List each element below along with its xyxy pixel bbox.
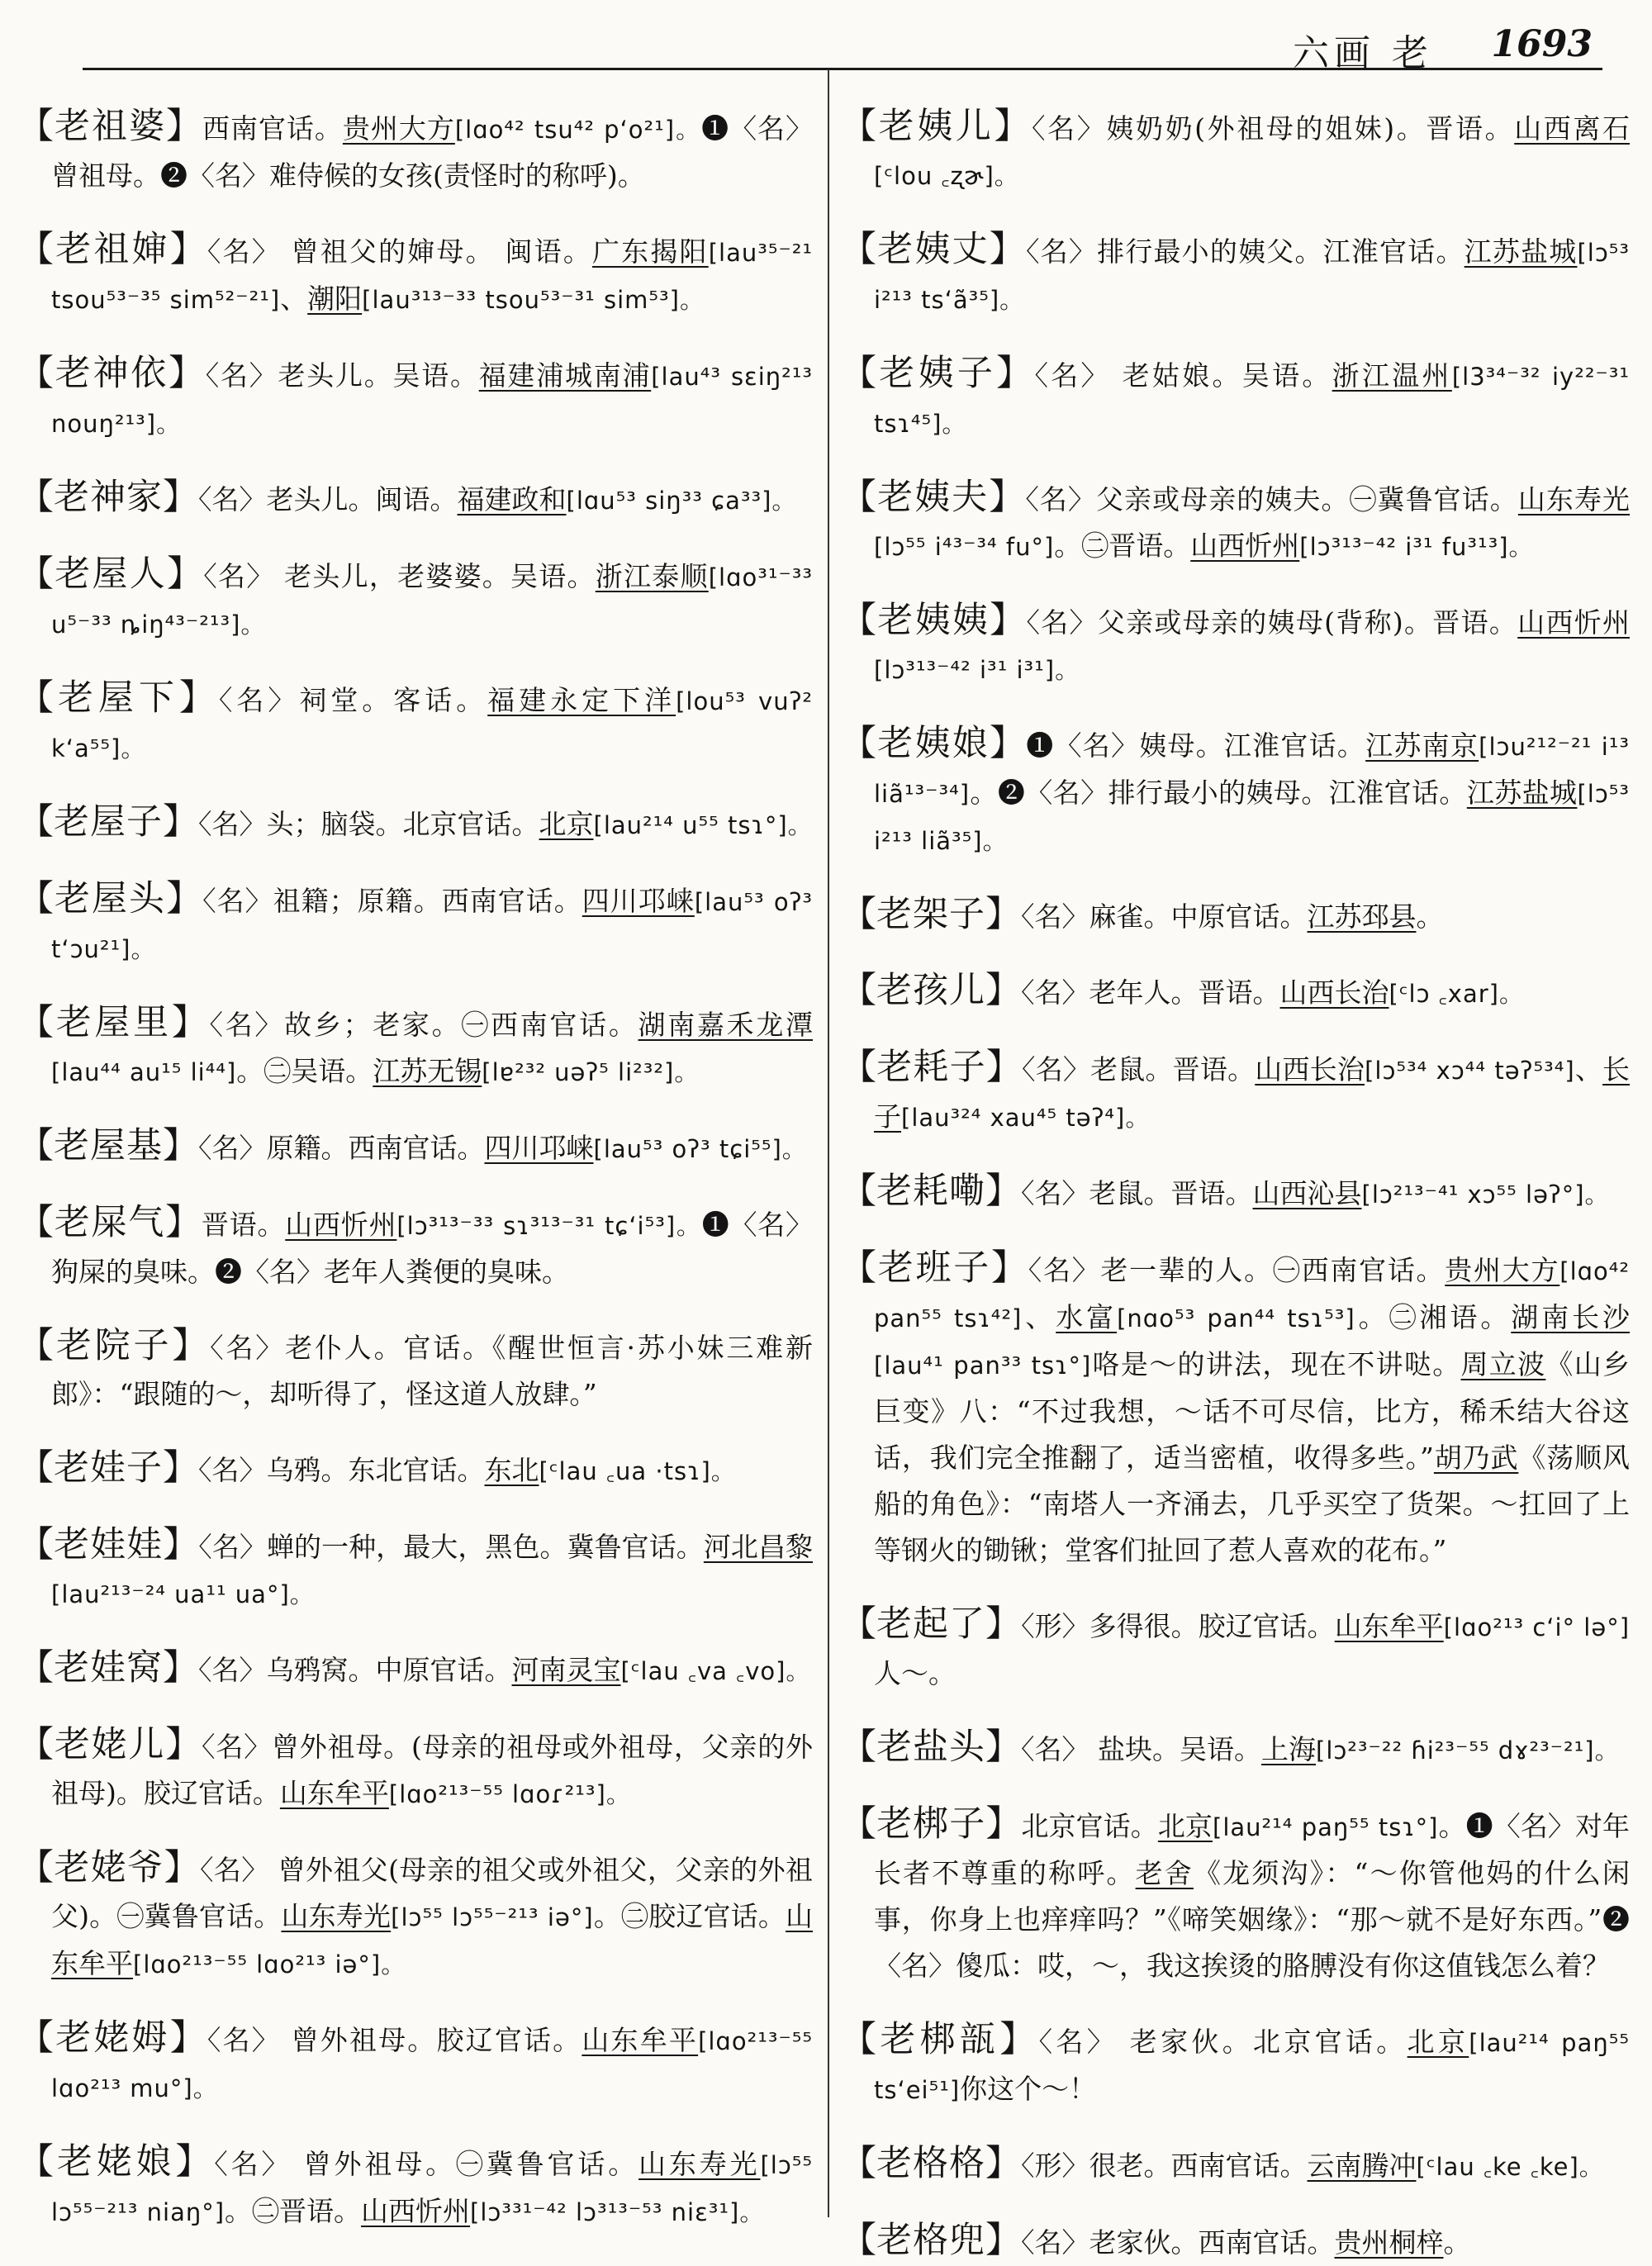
headword-bracket-close: 】: [169, 2017, 207, 2059]
definition-text: 〈名〉 老家伙。北京官话。: [1038, 2026, 1408, 2058]
headword-bracket-open: 【: [841, 1247, 878, 1289]
pronunciation: [lau²¹⁴ paŋ⁵⁵ tsɿ°]: [1213, 1813, 1439, 1841]
place-name: 山西长治: [1255, 1053, 1365, 1085]
headword-bracket-close: 】: [165, 1202, 202, 1243]
headword-bracket-open: 【: [841, 2143, 876, 2184]
place-name: 东北: [484, 1454, 539, 1486]
headword-bracket-open: 【: [841, 970, 876, 1011]
headword-bracket-open: 【: [18, 1325, 56, 1366]
place-name: 北京: [539, 808, 594, 840]
definition-text: 人～。: [874, 1657, 956, 1689]
place-name: 周立波: [1460, 1348, 1546, 1380]
headword-bracket-open: 【: [841, 1171, 876, 1212]
dictionary-entry: [841, 1724, 1630, 1774]
definition-text: 〈名〉 曾外祖母。㊀冀鲁官话。: [214, 2148, 639, 2180]
dictionary-entry: [18, 1722, 813, 1817]
place-name: 广东揭阳: [592, 235, 709, 268]
pronunciation: [lau²¹⁴ paŋ⁵⁵ ts‘ei⁵¹]: [874, 2029, 1630, 2104]
headword-bracket-open: 【: [841, 353, 880, 394]
definition-text: 北京官话。: [1021, 1810, 1158, 1842]
place-name: 北京: [1407, 2026, 1469, 2058]
dictionary-entry: [18, 1123, 813, 1172]
column-divider: [828, 69, 829, 2217]
pronunciation: [lɔ³³¹⁻⁴² lɔ³¹³⁻⁵³ niɛ³¹]。: [470, 2198, 765, 2226]
definition-text: 〈名〉 盐块。吴语。: [1021, 1733, 1261, 1765]
pronunciation: [lau³⁵⁻²¹ tsou⁵³⁻³⁵ sim⁵²⁻²¹]: [51, 239, 814, 314]
left-column: [18, 76, 814, 2227]
headword-bracket-open: 【: [841, 1803, 877, 1845]
definition-text: 晋语。: [201, 1209, 286, 1241]
definition-text: 〈名〉父亲或母亲的姨母(背称)。晋语。: [1026, 606, 1518, 639]
headword-bracket-open: 【: [18, 1002, 56, 1043]
dictionary-entry: [18, 675, 813, 772]
dictionary-entry: [18, 350, 813, 447]
place-name: 江苏无锡: [373, 1055, 482, 1087]
place-name: 水富: [1056, 1301, 1118, 1333]
headword: 老梆子: [876, 1803, 986, 1845]
definition-text: ❶〈名〉曾祖母。❷〈名〉难侍候的女孩(责怪时的称呼)。: [51, 112, 814, 192]
place-name: 江苏盐城: [1466, 777, 1578, 809]
headword-bracket-open: 【: [18, 801, 54, 843]
definition-text: 。㊁晋语。: [225, 2195, 362, 2227]
page-number: 1693: [1491, 23, 1593, 65]
headword-bracket-close: 】: [163, 1125, 198, 1166]
headword: 老祖婶: [55, 229, 170, 270]
pronunciation: [lɔ⁵³ i²¹³ liã³⁵]。: [874, 780, 1631, 855]
headword-bracket-open: 【: [18, 1524, 55, 1565]
definition-text: 〈形〉很老。西南官话。: [1021, 2150, 1308, 2182]
headword: 老班子: [877, 1247, 991, 1289]
place-name: 山东牟平: [51, 1900, 814, 1979]
definition-text: 〈名〉老年人。晋语。: [1021, 976, 1280, 1009]
place-name: 江苏盐城: [1464, 235, 1578, 268]
dictionary-entry: [18, 799, 813, 848]
headword-bracket-close: 】: [985, 1727, 1021, 1768]
headword-bracket-open: 【: [841, 106, 879, 147]
definition-text: 〈名〉姨奶奶(外祖母的姐妹)。晋语。: [1032, 112, 1515, 145]
place-name: 云南腾冲: [1307, 2150, 1417, 2182]
definition-text: 咯是～的讲法，现在不讲哒。: [1091, 1348, 1461, 1380]
place-name: 贵州大方: [342, 112, 455, 145]
pronunciation: [l3³⁴⁻³² iy²²⁻³¹ tsɿ⁴⁵]。: [874, 363, 1631, 438]
place-name: 浙江温州: [1332, 359, 1452, 392]
headword-bracket-close: 】: [989, 723, 1027, 764]
headword-bracket-close: 】: [985, 1047, 1022, 1088]
dictionary-entry: [841, 1044, 1630, 1141]
headword-bracket-close: 】: [165, 1724, 202, 1765]
definition-text: 〈名〉 曾外祖母。胶辽官话。: [206, 2024, 582, 2056]
place-name: 山东牟平: [582, 2024, 699, 2056]
headword-bracket-close: 】: [985, 1603, 1022, 1645]
definition-text: 〈名〉 老头儿，老婆婆。吴语。: [203, 560, 596, 592]
headword: 老屎气: [54, 1202, 166, 1243]
pronunciation: [lɔ²³⁻²² ɦi²³⁻⁵⁵ dɤ²³⁻²¹]。: [1316, 1736, 1620, 1765]
headword: 老姥儿: [54, 1724, 166, 1765]
headword-bracket-open: 【: [841, 600, 878, 641]
definition-text: 〈名〉原籍。西南官话。: [198, 1132, 485, 1164]
headword: 老姨娘: [877, 723, 990, 764]
headword-bracket-close: 】: [996, 353, 1035, 394]
headword-bracket-open: 【: [841, 229, 878, 270]
place-name: 福建永定下洋: [487, 684, 676, 716]
headword-bracket-close: 】: [171, 1002, 210, 1043]
pronunciation: [lɔ³¹³⁻⁴² i³¹ fu³¹³]。: [1299, 533, 1534, 561]
definition-text: 〈名〉麻雀。中原官话。: [1021, 900, 1308, 933]
headword: 老姥娘: [56, 2141, 176, 2183]
headword-bracket-close: 】: [985, 970, 1021, 1011]
definition-text: 、: [280, 283, 308, 315]
pronunciation: [lɑo⁴² tsu⁴² p‘o²¹]。: [454, 116, 702, 144]
headword-bracket-close: 】: [990, 600, 1027, 641]
dictionary-entry: [841, 720, 1630, 864]
place-name: 贵州大方: [1445, 1254, 1560, 1286]
dictionary-entry: [18, 226, 813, 323]
pronunciation: [lɑo⁴² pan⁵⁵ tsɿ⁴²]: [874, 1257, 1631, 1333]
headword: 老屋头: [55, 878, 167, 919]
pronunciation: [lau⁵³ oʔ³ tɕi⁵⁵]。: [593, 1135, 807, 1163]
headword: 老耗嘞: [876, 1171, 985, 1212]
definition-text: 你这个～！: [960, 2073, 1097, 2105]
definition-text: 〈名〉老仆人。官话。《醒世恒言·苏小妹三难新郎》：“跟随的～，却听得了，怪这道人放肆。”: [51, 1332, 813, 1410]
definition-text: 《山乡巨变》八：“不过我想，～话不可尽信，比方，稀禾结大谷这话，我们完全推翻了，适当密植，收得多些。”: [874, 1348, 1631, 1474]
definition-text: 〈名〉 老姑娘。吴语。: [1034, 359, 1332, 392]
dictionary-entry: [18, 2139, 813, 2235]
pronunciation: [lɔ⁵³ i²¹³ ts‘ã³⁵]。: [874, 239, 1631, 314]
headword-bracket-close: 】: [166, 553, 204, 595]
place-name: 山东寿光: [638, 2148, 761, 2180]
dictionary-entry: [841, 891, 1630, 940]
headword-bracket-close: 】: [990, 1247, 1028, 1289]
headword-bracket-close: 】: [165, 106, 202, 147]
headword: 老梆瓿: [880, 2019, 1000, 2060]
place-name: 山东寿光: [281, 1900, 392, 1932]
definition-text: 〈名〉老一辈的人。㊀西南官话。: [1028, 1254, 1446, 1286]
place-name: 潮阳: [307, 283, 363, 315]
headword-bracket-open: 【: [18, 553, 55, 595]
definition-text: 〈名〉老头儿。吴语。: [205, 359, 479, 392]
headword: 老起了: [876, 1603, 986, 1645]
definition-text: 〈名〉曾外祖母。(母亲的祖母或外祖母，父亲的外祖母)。胶辽官话。: [51, 1731, 814, 1809]
pronunciation: [lɔu²¹²⁻²¹ i¹³ liã¹³⁻³⁴]: [874, 733, 1631, 808]
definition-text: 〈名〉蝉的一种，最大，黑色。冀鲁官话。: [198, 1531, 704, 1563]
place-name: 山西忻州: [361, 2195, 471, 2227]
definition-text: 〈名〉祠堂。客话。: [218, 684, 488, 716]
definition-text: 。❷〈名〉排行最小的姨母。江淮官话。: [970, 777, 1467, 809]
pronunciation: [ᶜlau ꜀ua ·tsɿ]。: [539, 1457, 736, 1485]
place-name: 老舍: [1135, 1857, 1194, 1889]
definition-text: 〈名〉 曾祖父的婶母。 闽语。: [206, 235, 592, 268]
dictionary-entry: [841, 1601, 1630, 1697]
place-name: 贵州桐梓: [1334, 2226, 1444, 2259]
pronunciation: [lau²¹³⁻²⁴ ua¹¹ ua°]。: [51, 1580, 315, 1608]
place-name: 北京: [1157, 1810, 1213, 1842]
headword-bracket-open: 【: [841, 1047, 877, 1088]
headword-bracket-close: 】: [163, 477, 198, 518]
definition-text: 。㊁胶辽官话。: [593, 1900, 786, 1932]
pronunciation: [lɔ³¹³⁻⁴² i³¹ i³¹]。: [874, 656, 1080, 684]
dictionary-entry: [18, 103, 813, 199]
headword-bracket-open: 【: [18, 1724, 55, 1765]
pronunciation: [lɑo²¹³⁻⁵⁵ lɑoɾ²¹³]。: [388, 1780, 631, 1808]
pronunciation: [nɑo⁵³ pan⁴⁴ tsɿ⁵³]: [1117, 1304, 1355, 1333]
headword-bracket-close: 】: [999, 2019, 1039, 2060]
headword-bracket-close: 】: [989, 477, 1026, 518]
pronunciation: [lɔ⁵⁵ lɔ⁵⁵⁻²¹³ niaŋ°]: [51, 2151, 814, 2226]
right-column: [841, 76, 1631, 2261]
dictionary-entry: [18, 474, 813, 524]
dictionary-entry: [18, 1645, 813, 1694]
headword-bracket-open: 【: [18, 477, 54, 518]
section-heading: 六画 老: [1293, 32, 1433, 74]
place-name: 山西忻州: [285, 1209, 397, 1241]
pronunciation: [lau⁴⁴ au¹⁵ li⁴⁴]: [51, 1058, 237, 1086]
headword-bracket-open: 【: [841, 477, 878, 518]
pronunciation: [lɔ²¹³⁻⁴¹ xɔ⁵⁵ ləʔ°]。: [1361, 1181, 1610, 1209]
pronunciation: [lau²¹⁴ u⁵⁵ tsɿ°]。: [593, 811, 813, 839]
place-name: 山西沁县: [1252, 1177, 1362, 1209]
headword-bracket-open: 【: [18, 2017, 56, 2059]
headword: 老神家: [54, 477, 163, 518]
definition-text: 《龙须沟》：“～你管他妈的什么闲事，你身上也痒痒吗？”《啼笑姻缘》：“那～就不是好东西。”❷〈名〉傻瓜：哎，～，我这挨烫的胳膊没有你这值钱怎么着？: [874, 1857, 1631, 1982]
pronunciation: [ᶜlou ꜀ʐɚ]。: [874, 162, 1019, 190]
definition-text: 〈名〉老家伙。西南官话。: [1021, 2226, 1335, 2259]
definition-text: 〈名〉故乡；老家。㊀西南官话。: [209, 1009, 638, 1041]
pronunciation: [lɑo²¹³ c‘i° lə°]: [1443, 1613, 1631, 1641]
pronunciation: [lɑo²¹³⁻⁵⁵ lɑo²¹³ iə°]。: [133, 1950, 406, 1979]
headword: 老姥姆: [55, 2017, 170, 2059]
headword-bracket-close: 】: [985, 2220, 1021, 2261]
place-name: 胡乃武: [1433, 1442, 1519, 1474]
headword-bracket-open: 【: [18, 1647, 54, 1689]
dictionary-entry: [18, 1845, 813, 1988]
place-name: 湖南长沙: [1511, 1301, 1631, 1333]
definition-text: ❶〈名〉姨母。江淮官话。: [1026, 729, 1366, 762]
pronunciation: [ᶜlɔ ꜀xar]。: [1389, 980, 1524, 1008]
headword-bracket-close: 】: [172, 1325, 211, 1366]
headword-bracket-close: 】: [989, 229, 1026, 270]
place-name: 河南灵宝: [511, 1654, 621, 1686]
place-name: 山东牟平: [279, 1777, 389, 1809]
definition-text: 。: [1443, 2226, 1471, 2259]
headword-bracket-open: 【: [18, 878, 55, 919]
definition-text: 〈名〉乌鸦窝。中原官话。: [198, 1654, 512, 1686]
definition-text: 。㊁吴语。: [236, 1055, 373, 1087]
place-name: 河北昌黎: [703, 1531, 814, 1563]
headword-bracket-close: 】: [164, 1847, 201, 1888]
pronunciation: [ᶜlau ꜀ke ꜀ke]。: [1416, 2153, 1604, 2181]
headword-bracket-close: 】: [175, 2141, 215, 2183]
dictionary-entry: [841, 2017, 1630, 2113]
place-name: 江苏邳县: [1307, 900, 1417, 933]
headword: 老姨姨: [877, 600, 990, 641]
pronunciation: [lɐ²³² uəʔ⁵ li²³²]。: [482, 1058, 700, 1086]
dictionary-entry: [841, 2217, 1630, 2266]
dictionary-entry: [841, 474, 1630, 570]
definition-text: 〈名〉乌鸦。东北官话。: [198, 1454, 485, 1486]
headword: 老院子: [55, 1325, 173, 1366]
headword: 老格格: [876, 2143, 985, 2184]
definition-text: 。: [1416, 900, 1444, 933]
definition-text: 〈名〉祖籍；原籍。西南官话。: [202, 885, 582, 917]
dictionary-entry: [18, 1445, 813, 1494]
headword: 老娃子: [54, 1447, 163, 1489]
pronunciation: [lau⁴³ sɛiŋ²¹³ nouŋ²¹³]。: [51, 363, 814, 438]
dictionary-entry: [18, 2015, 813, 2112]
dictionary-entry: [841, 103, 1630, 199]
definition-text: 〈名〉老鼠。晋语。: [1022, 1053, 1256, 1085]
pronunciation: [lɑo²¹³⁻⁵⁵ lɑo²¹³ mu°]。: [51, 2027, 814, 2102]
headword: 老姨夫: [877, 477, 990, 518]
headword-bracket-open: 【: [18, 1447, 54, 1489]
dictionary-entry: [841, 1245, 1630, 1574]
headword-bracket-close: 】: [985, 1803, 1022, 1845]
headword-bracket-close: 】: [169, 353, 206, 394]
definition-text: 。㊁晋语。: [1054, 530, 1191, 562]
headword-bracket-open: 【: [841, 723, 878, 764]
definition-text: 西南官话。: [202, 112, 343, 145]
pronunciation: [lɑo³¹⁻³³ u⁵⁻³³ ȵiŋ⁴³⁻²¹³]。: [51, 563, 814, 639]
headword: 老娃娃: [54, 1524, 164, 1565]
dictionary-entry: [18, 551, 813, 648]
headword: 老姨丈: [877, 229, 990, 270]
place-name: 湖南嘉禾龙潭: [638, 1009, 814, 1041]
definition-text: 。㊁湘语。: [1355, 1301, 1512, 1333]
headword: 老架子: [876, 894, 985, 935]
pronunciation: [lau³¹³⁻³³ tsou⁵³⁻³¹ sim⁵³]。: [362, 286, 705, 314]
pronunciation: [ᶜlau ꜀va ꜀vo]。: [620, 1657, 811, 1685]
dictionary-entry: [841, 1801, 1630, 1989]
headword-bracket-open: 【: [18, 353, 55, 394]
headword-bracket-close: 】: [163, 1524, 199, 1565]
headword-bracket-close: 】: [178, 677, 219, 719]
dictionary-entry: [841, 597, 1630, 693]
headword: 老孩儿: [876, 970, 985, 1011]
definition-text: 〈名〉老鼠。晋语。: [1021, 1177, 1253, 1209]
headword-bracket-open: 【: [841, 1603, 877, 1645]
dictionary-entry: [18, 1323, 813, 1418]
place-name: 福建浦城南浦: [478, 359, 652, 392]
dictionary-entry: [18, 876, 813, 972]
pronunciation: [lɑu⁵³ siŋ³³ ɕa³³]。: [566, 487, 797, 515]
place-name: 上海: [1261, 1733, 1316, 1765]
definition-text: ❶〈名〉狗屎的臭味。❷〈名〉老年人粪便的臭味。: [51, 1209, 814, 1288]
headword: 老祖婆: [55, 106, 166, 147]
pronunciation: [lɔ³¹³⁻³³ sɿ³¹³⁻³¹ tɕ‘i⁵³]。: [396, 1212, 702, 1240]
headword-bracket-close: 】: [163, 801, 198, 843]
headword: 老神依: [55, 353, 169, 394]
place-name: 山东寿光: [1517, 483, 1631, 515]
definition-text: 〈名〉老头儿。闽语。: [198, 483, 458, 515]
headword-bracket-open: 【: [841, 894, 876, 935]
pronunciation: [lɔ⁵³⁴ xɔ⁴⁴ təʔ⁵³⁴]: [1365, 1057, 1575, 1085]
headword-bracket-open: 【: [18, 229, 56, 270]
place-name: 山西长治: [1279, 976, 1389, 1009]
definition-text: 〈形〉多得很。胶辽官话。: [1021, 1610, 1335, 1642]
dictionary-entry: [18, 1000, 813, 1095]
place-name: 山西忻州: [1517, 606, 1631, 639]
headword-bracket-open: 【: [18, 677, 58, 719]
headword: 老屋里: [55, 1002, 172, 1043]
headword: 老屋人: [55, 553, 167, 595]
place-name: 浙江泰顺: [595, 560, 709, 592]
headword-bracket-open: 【: [18, 2141, 57, 2183]
headword-bracket-close: 】: [994, 106, 1032, 147]
definition-text: 。❶〈名〉对年长者不尊重的称呼。: [874, 1810, 1631, 1889]
pronunciation: [lau⁴¹ pan³³ tsɿ°]: [874, 1352, 1092, 1380]
definition-text: 、: [1574, 1053, 1603, 1085]
headword-bracket-close: 】: [163, 1647, 198, 1689]
dictionary-entry: [841, 350, 1630, 447]
dictionary-entry: [18, 1200, 813, 1295]
headword-bracket-close: 】: [985, 1171, 1021, 1212]
place-name: 福建政和: [457, 483, 567, 515]
headword-bracket-close: 】: [163, 1447, 198, 1489]
definition-text: 《荡顺风船的角色》：“南塔人一齐涌去，几乎买空了货架。～扛回了上等钢火的锄锹；堂客们扯回了惹人喜欢的花布。”: [874, 1442, 1630, 1566]
headword: 老屋下: [57, 677, 179, 719]
pronunciation: [lou⁵³ vuʔ² k‘a⁵⁵]。: [51, 687, 814, 762]
pronunciation: [lɔ⁵⁵ i⁴³⁻³⁴ fu°]: [874, 533, 1055, 561]
headword: 老姥爷: [54, 1847, 164, 1888]
headword: 老姨儿: [878, 106, 995, 147]
place-name: 江苏南京: [1365, 729, 1479, 762]
dictionary-entry: [841, 226, 1630, 323]
definition-text: 〈名〉父亲或母亲的姨夫。㊀冀鲁官话。: [1025, 483, 1518, 515]
headword: 老耗子: [876, 1047, 986, 1088]
dictionary-entry: [841, 1168, 1630, 1218]
headword-bracket-close: 】: [166, 878, 203, 919]
place-name: 四川邛崃: [484, 1132, 594, 1164]
headword-bracket-close: 】: [985, 2143, 1021, 2184]
place-name: 山西忻州: [1190, 530, 1300, 562]
pronunciation: [lɔ⁵⁵ lɔ⁵⁵⁻²¹³ iə°]: [391, 1903, 594, 1931]
pronunciation: [lau³²⁴ xau⁴⁵ təʔ⁴]。: [901, 1104, 1151, 1132]
place-name: 长子: [874, 1053, 1631, 1133]
definition-text: 〈名〉排行最小的姨父。江淮官话。: [1026, 235, 1464, 268]
headword-bracket-close: 】: [169, 229, 207, 270]
headword: 老屋子: [54, 801, 163, 843]
definition-text: 〈名〉头；脑袋。北京官话。: [198, 808, 539, 840]
headword-bracket-open: 【: [18, 1847, 55, 1888]
place-name: 山西离石: [1514, 112, 1631, 145]
dictionary-entry: [18, 1522, 813, 1618]
headword: 老娃窝: [54, 1647, 163, 1689]
headword-bracket-open: 【: [18, 1202, 55, 1243]
headword-bracket-open: 【: [18, 1125, 54, 1166]
headword-bracket-open: 【: [841, 2019, 881, 2060]
place-name: 山东牟平: [1334, 1610, 1444, 1642]
dictionary-entry: [841, 967, 1630, 1017]
page-header: [83, 18, 1602, 74]
headword-bracket-close: 】: [985, 894, 1021, 935]
headword: 老格兜: [876, 2220, 985, 2261]
definition-text: 〈名〉 曾外祖父(母亲的祖父或外祖父，父亲的外祖父)。㊀冀鲁官话。: [51, 1854, 814, 1932]
headword-bracket-open: 【: [18, 106, 55, 147]
headword-bracket-open: 【: [841, 2220, 876, 2261]
headword-bracket-open: 【: [841, 1727, 876, 1768]
definition-text: 、: [1022, 1301, 1056, 1333]
place-name: 四川邛崃: [582, 885, 695, 917]
headword: 老屋基: [54, 1125, 163, 1166]
headword: 老姨子: [879, 353, 997, 394]
dictionary-entry: [841, 2140, 1630, 2190]
pronunciation: [lau⁵³ oʔ³ t‘ɔu²¹]。: [51, 888, 814, 963]
headword: 老盐头: [876, 1727, 985, 1768]
